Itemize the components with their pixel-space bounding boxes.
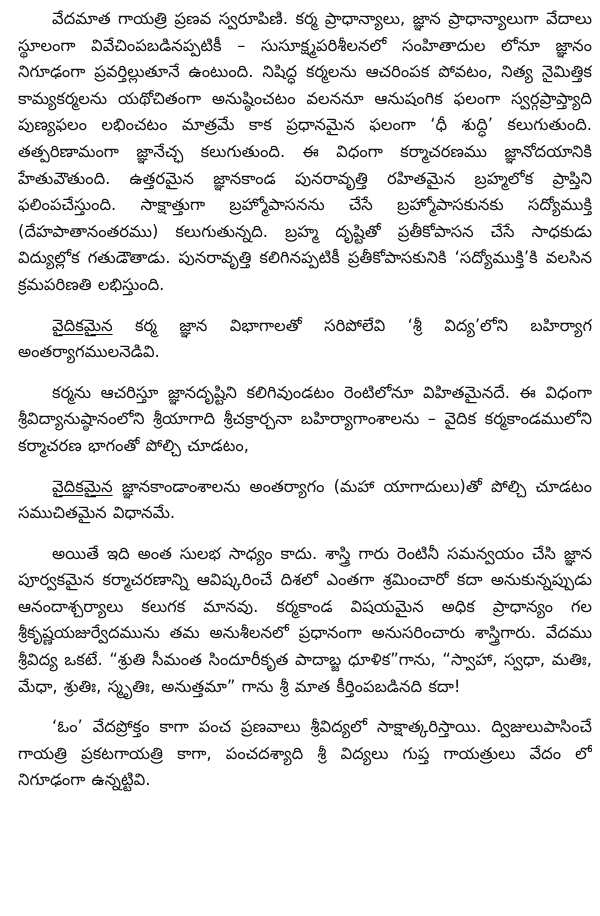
paragraph-1: [18, 6, 592, 299]
paragraph-2-underlined-word: వైదికమైన: [52, 315, 113, 335]
paragraph-3: [18, 380, 592, 460]
paragraph-6: [18, 714, 592, 794]
document-page: [18, 6, 592, 910]
paragraph-3-text: కర్మను ఆచరిస్తూ జ్ఞానదృష్టిని కలిగివుండటం రెంటిలోనూ విహితమైనదే. ఈ విధంగా శ్రీవిద్యానుష్ఠానంలోని శ్రీయాగాది శ్రీచక్రార్చనా బహిర్యాగాంశాలను – వైదిక కర్మకాండములోని కర్మాచరణ భాగంతో పోల్చి చూడటం,: [18, 382, 592, 455]
paragraph-1-text: వేదమాత గాయత్రి ప్రణవ స్వరూపిణి. కర్మ ప్రాధాన్యాలు, జ్ఞాన ప్రాధాన్యాలుగా వేదాలు స్థూలంగా వివేచింపబడినప్పటికీ – సుసూక్ష్మపరిశీలనలో సంహితాదుల లోనూ జ్ఞానం నిగూఢంగా ప్రవర్తిల్లుతూనే ఉంటుంది. నిషిద్ధ కర్మలను ఆచరింపక పోవటం, నిత్య నైమిత్తిక కామ్యకర్మలను యథోచితంగా అనుష్ఠించటం వలననూ ఆనుషంగిక ఫలంగా స్వర్గప్రాప్త్యాది పుణ్యఫలం లభించటం మాత్రమే కాక ప్రధానమైన ఫలంగా ‘ధీ శుద్ధి’ కలుగుతుంది. తత్పరిణామంగా జ్ఞానేచ్ఛ కలుగుతుంది. ఈ విధంగా కర్మాచరణము జ్ఞానోదయానికి హేతువౌతుంది. ఉత్తరమైన జ్ఞానకాండ పునరావృత్తి రహితమైన బ్రహ్మలోక ప్రాప్తిని ఫలింపచేస్తుంది. సాక్షాత్తుగా బ్రహ్మోపాసనను చేసే బ్రహ్మోపాసకునకు సద్యోముక్తి (దేహపాతానంతరము) కలుగుతున్నది. బ్రహ్మ దృష్టితో ప్రతీకోపాసన చేసే సాధకుడు విద్యుల్లోక గతుడౌతాడు. పునరావృత్తి కలిగినప్పటికీ ప్రతీకోపాసకునికి ‘సద్యోముక్తి’కి వలసిన క్రమపరిణతి లభిస్తుంది.: [18, 9, 592, 294]
paragraph-6-text: ‘ఓం’ వేదప్రోక్తం కాగా పంచ ప్రణవాలు శ్రీవిద్యలో సాక్షాత్కరిస్తాయి. ద్విజులుపాసించే గాయత్రి ప్రకటగాయత్రి కాగా, పంచదశ్యాది శ్రీ విద్యలు గుప్త గాయత్రులు వేదం లో నిగూఢంగా ఉన్నట్టివి.: [18, 717, 592, 790]
paragraph-2: [18, 313, 592, 366]
paragraph-4: [18, 474, 592, 527]
paragraph-4-underlined-word: వైదికమైన: [52, 476, 113, 496]
paragraph-5: [18, 541, 592, 701]
paragraph-5-text: అయితే ఇది అంత సులభ సాధ్యం కాదు. శాస్త్రి గారు రెంటినీ సమన్వయం చేసి జ్ఞాన పూర్వకమైన కర్మాచరణాన్ని ఆవిష్కరించే దిశలో ఎంతగా శ్రమించారో కదా అనుకున్నప్పుడు ఆనందాశ్చర్యాలు కలుగక మానవు. కర్మకాండ విషయమైన అధిక ప్రాధాన్యం గల శ్రీకృష్ణయజుర్వేదమును తమ అనుశీలనలో ప్రధానంగా అనుసరించారు శాస్త్రిగారు. వేదము శ్రీవిద్య ఒకటే. “శ్రుతి సీమంత సిందూరీకృత పాదాబ్జ ధూళిక”గాను, “స్వాహా, స్వధా, మతిః, మేధా, శ్రుతిః, స్మృతిః, అనుత్తమా” గాను శ్రీ మాత కీర్తింపబడినది కదా!: [18, 543, 592, 696]
paragraph-2-text: కర్మ జ్ఞాన విభాగాలతో సరిపోలేవి ‘శ్రీ విద్య’లోని బహిర్యాగ అంతర్యాగములనెడివి.: [18, 315, 592, 362]
paragraph-4-text: జ్ఞానకాండాంశాలను అంతర్యాగం (మహా యాగాదులు)తో పోల్చి చూడటం సముచితమైన విధానమే.: [18, 476, 592, 523]
